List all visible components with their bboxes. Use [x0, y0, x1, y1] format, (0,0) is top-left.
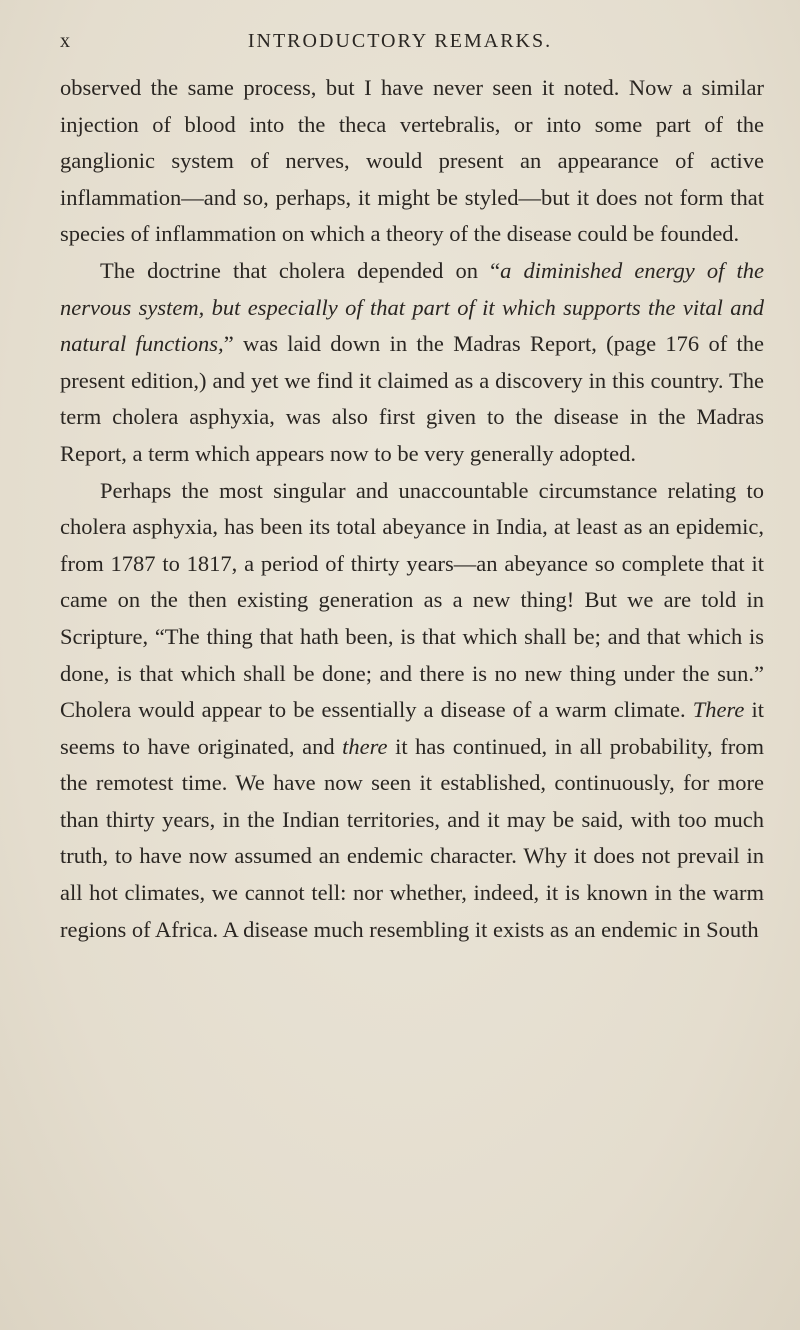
paragraph-2-quote-italic: a diminished energy of the nervous system, but especially of that part of it which supports the vital and natural functions,	[60, 257, 764, 357]
paragraph-2	[60, 253, 764, 473]
paragraph-1: observed the same process, but I have never seen it noted. Now a similar injection of blood into the theca vertebralis, or into some part of the ganglionic system of nerves, would present an appearance of active inflammation—and so, perhaps, it might be styled—but it does not form that species of inflammation on which a theory of the disease could be founded.	[60, 75, 764, 247]
running-head	[60, 30, 740, 54]
paragraph-3-italic-there-1: There	[692, 697, 745, 723]
paragraph-3-italic-there-2: there	[342, 733, 388, 759]
paragraph-2-text-b: ” was laid down in the Madras Report, (page 176 of the present edition,) and yet we find it claimed as a discovery in this country. The term cholera asphyxia, was also first given to the disease in the Madras Report, a term which appears now to be very generally adopted.	[60, 331, 764, 466]
page-number: x	[60, 30, 72, 52]
paragraph-3	[60, 473, 764, 949]
paragraph-3-text-c: it has continued, in all probability, from the remotest time. We have now seen it established, continuously, for more than thirty years, in the Indian territories, and it may be said, with too much truth, to have now assumed an endemic character. Why it does not prevail in all hot climates, we cannot tell: nor whether, indeed, it is known in the warm regions of Africa. A disease much resembling it exists as an endemic in South	[60, 733, 764, 942]
paragraph-2-text-a: The doctrine that cholera depended on “	[100, 257, 501, 283]
running-title: INTRODUCTORY REMARKS.	[247, 30, 553, 52]
paragraph-3-text-b: it seems to have originated, and	[60, 697, 764, 759]
paragraph-3-text-a: Perhaps the most singular and unaccountable circumstance relating to cholera asphyxia, has been its total abeyance in India, at least as an epidemic, from 1787 to 1817, a period of thirty years—an abeyance so complete that it came on the then existing generation as a new thing! But we are told in Scripture, “The thing that hath been, is that which shall be; and that which is done, is that which shall be done; and there is no new thing under the sun.” Cholera would appear to be essentially a disease of a warm climate.	[60, 477, 764, 723]
